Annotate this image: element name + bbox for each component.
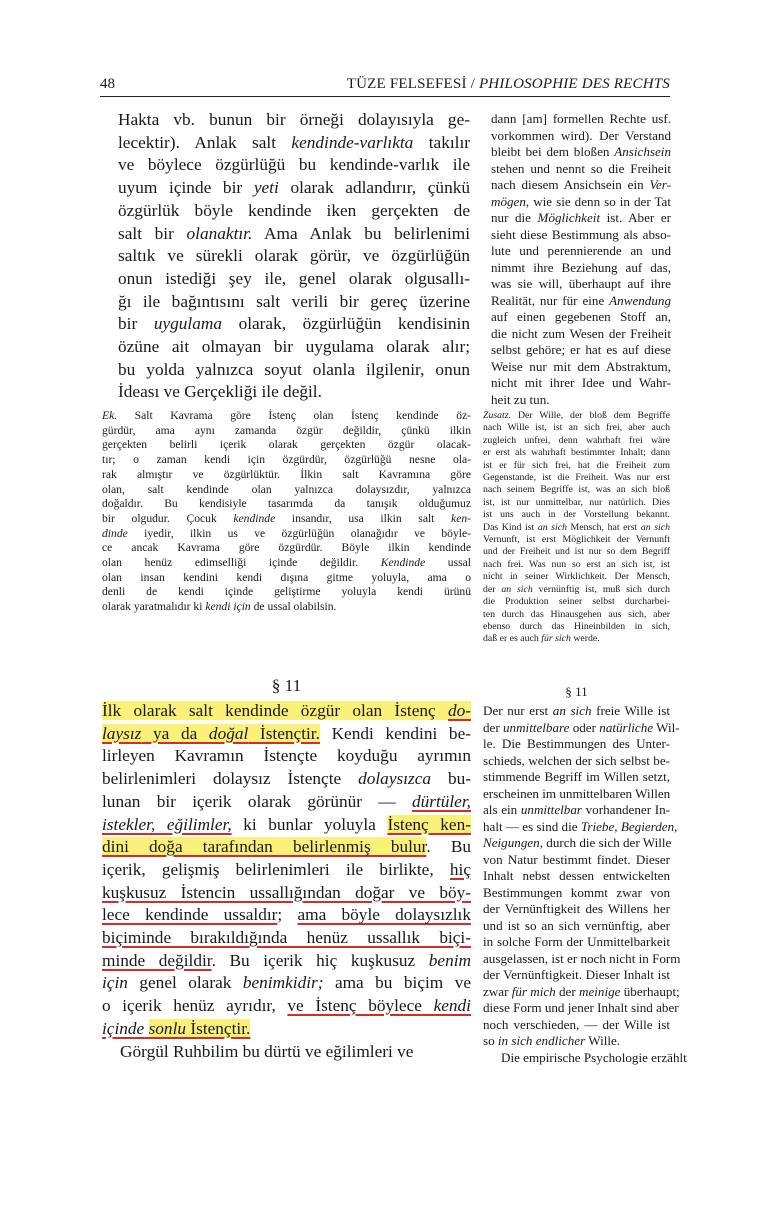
text-line <box>102 859 471 882</box>
text-run: tır; o zaman kendi için özgürdür, özgürlüğü nesne ola- <box>102 453 471 467</box>
underlined-text: ama böyle dolaysızlık <box>297 905 471 925</box>
text-run: der <box>483 583 502 595</box>
text-run: le. Die Bestimmungen des Unter- <box>483 736 670 751</box>
text-line <box>118 200 470 223</box>
german-paragraph-1 <box>491 111 671 408</box>
text-run: überhaupt; <box>620 983 680 999</box>
text-line <box>483 633 670 645</box>
section-heading-german: § 11 <box>565 684 588 699</box>
text-run: halt — es sind die <box>483 818 581 834</box>
text-line <box>483 901 670 918</box>
text-run: nach seinem Begriffe ist, was an sich bloß <box>483 484 670 496</box>
text-run: Ansichsein <box>614 144 671 159</box>
text-line <box>483 609 670 621</box>
text-line <box>483 621 670 633</box>
text-run: der Vernünftigkeit des Willens her <box>483 901 670 916</box>
text-run: uyum içinde bir <box>118 178 254 198</box>
text-run: die Produktion seiner selbst durcharbei- <box>483 596 670 608</box>
text-line <box>102 768 471 791</box>
text-line <box>102 541 471 556</box>
text-line <box>102 1041 471 1064</box>
text-run: takılır <box>413 132 471 152</box>
text-run: yeti <box>253 178 279 198</box>
text-line <box>102 882 471 905</box>
text-line <box>102 556 471 571</box>
text-line <box>102 497 471 512</box>
text-line <box>102 527 471 542</box>
title-turkish: TÜZE FELSEFESİ <box>346 76 467 92</box>
text-run: als ein <box>483 802 521 817</box>
highlighted-text: doğal <box>208 723 249 743</box>
highlighted-text: İstenç ken- <box>387 814 471 834</box>
text-run: werde. <box>570 633 600 645</box>
text-run: ken- <box>451 511 471 525</box>
text-run: lute und perennierende an und <box>491 243 671 258</box>
text-line <box>102 453 471 468</box>
text-run: benimkidir; <box>242 973 324 993</box>
text-run: saltık ve sürekli olarak görür, ve özgürlüğün <box>118 246 470 266</box>
text-run: . Bu içerik hiç kuşkusuz <box>211 950 429 970</box>
text-line <box>118 109 470 132</box>
text-line <box>483 1000 679 1017</box>
text-run: kendi için <box>205 600 251 614</box>
text-line <box>491 227 671 244</box>
text-line <box>118 245 470 268</box>
text-run: ten durch das Hinausgehen aus sich, aber <box>483 608 670 620</box>
text-line <box>102 585 471 600</box>
text-run: für sich <box>541 633 571 645</box>
text-run: Salt Kavrama göre İstenç olan İstenç kendinde öz- <box>117 409 471 422</box>
text-run: schieds, welchen der sich selbst be- <box>483 752 670 768</box>
text-line <box>102 409 471 424</box>
text-run: bleibt bei dem bloßen <box>491 144 615 159</box>
text-line <box>491 260 671 277</box>
text-run: vorkommen wird). Der Verstand <box>491 127 671 143</box>
text-line <box>491 161 671 178</box>
text-run: oder <box>569 719 600 735</box>
text-line <box>483 1049 687 1067</box>
text-line <box>491 309 671 326</box>
text-run: nach frei. Was nun so erst an sich ist, ist <box>483 558 670 570</box>
text-line <box>483 934 670 951</box>
text-run: ğı ile bağıntısını salt verili bir gereç üzerine <box>118 291 470 311</box>
text-run: Inhalt nebst dessen entwickelten <box>483 868 670 883</box>
text-run: olarak, özgürlüğün kendisinin <box>221 314 470 334</box>
text-run: vorhandener In- <box>581 802 670 817</box>
underlined-text: istekler, eğilimler, <box>102 814 232 834</box>
text-line <box>118 223 470 246</box>
text-line <box>118 313 470 336</box>
text-run: İdeası ve Gerçekliği ile değil. <box>118 382 322 402</box>
text-run: denli de kendi içinde geliştirme yoluyla kendi ürünü <box>102 585 471 599</box>
text-line <box>483 509 670 521</box>
text-line <box>102 512 471 527</box>
text-run: bu- <box>431 769 472 789</box>
text-line <box>491 392 671 409</box>
text-line <box>102 972 471 995</box>
text-run: so <box>483 1033 498 1048</box>
text-run: . Bu <box>426 837 472 857</box>
text-run: wie sie denn so in der Tat <box>529 193 671 209</box>
text-run: nach Wille ist, ist an sich frei, aber auch <box>483 422 670 434</box>
underlined-text: hiç <box>449 859 471 879</box>
text-run: ve böylece özgürlüğü bu kendinde-varlık ile <box>118 155 470 175</box>
text-run: nimmt ihre Beziehung auf das, <box>491 259 671 275</box>
text-line <box>491 359 671 376</box>
text-line <box>118 132 470 155</box>
text-line <box>483 584 670 596</box>
text-line <box>483 571 670 583</box>
text-line <box>102 791 471 814</box>
underlined-text: kendi <box>433 996 471 1016</box>
text-run: und der Freiheit und ist nur so dem Begriff <box>483 546 670 558</box>
text-line <box>483 736 670 753</box>
text-line <box>102 1018 471 1041</box>
text-line <box>102 438 471 453</box>
text-line <box>102 995 471 1018</box>
text-run: ausgelassen, ist er noch nicht in Form <box>483 950 681 966</box>
text-run: doğaldır. Bu kendisiyle tasarımda da tanışık olduğumuz <box>102 497 471 511</box>
text-line <box>491 194 671 211</box>
text-run: der Vernünftigkeit. Dieser Inhalt ist <box>483 967 670 982</box>
text-line <box>483 818 678 836</box>
text-line <box>483 967 670 984</box>
text-line <box>102 814 471 837</box>
text-run: heit zu tun. <box>491 391 550 407</box>
text-run: Vernunft, ist erst Möglichkeit der Vernunft <box>483 534 670 546</box>
text-run: içerik, gelişmiş belirlenimleri ile birlikte, <box>102 859 450 879</box>
text-line <box>483 719 680 737</box>
running-title <box>347 76 670 93</box>
text-run: an sich <box>501 583 533 595</box>
turkish-paragraph-1 <box>118 109 470 404</box>
text-run: durch die sich der Wille <box>543 835 672 850</box>
underlined-text: dürtüler, <box>411 791 471 811</box>
text-line <box>118 268 470 291</box>
text-run: lirleyen Kavramın İstençte koyduğu ayrımın <box>102 746 471 766</box>
text-run: Bestimmungen kommt zwar von <box>483 884 670 900</box>
text-run: olarak yaratmalıdır ki <box>102 600 206 614</box>
text-line <box>102 468 471 483</box>
text-run: die nicht zum Wesen der Freiheit <box>491 325 671 341</box>
text-run: ist, ist nur unmittelbar, nur natürlich. Dies <box>483 496 670 508</box>
underlined-text: biçiminde bırakıldığında henüz ussallık biçi- <box>102 928 471 948</box>
page-number: 48 <box>100 76 115 92</box>
text-run: salt bir <box>118 223 187 243</box>
text-line <box>118 336 470 359</box>
text-line <box>483 435 670 447</box>
text-run: Das Kind ist <box>483 521 538 533</box>
text-run: ussal <box>425 556 471 570</box>
underlined-text: ve İstenç böylece <box>287 996 434 1016</box>
text-line <box>483 753 670 770</box>
text-line <box>102 600 471 615</box>
text-line <box>491 210 671 227</box>
text-line <box>483 983 680 1001</box>
text-run: dolaysızca <box>358 769 432 789</box>
text-run: von Natur bestimmt findet. Dieser <box>483 851 670 867</box>
text-line <box>483 703 670 720</box>
text-line <box>483 1033 670 1050</box>
text-line <box>483 422 670 434</box>
text-line <box>491 375 671 392</box>
text-line <box>118 177 470 200</box>
text-run: Neigungen, <box>483 835 544 850</box>
text-run: in sich endlicher <box>497 1033 586 1048</box>
text-line <box>491 177 671 194</box>
german-section-11-text <box>483 703 687 1066</box>
text-run: genel olarak <box>127 973 243 993</box>
text-run: ist uns auch in der Vorstellung bekannt. <box>483 509 670 521</box>
text-run: olanaktır. <box>186 223 253 243</box>
text-line <box>483 950 681 968</box>
text-run: lecektir). Anlak salt <box>118 132 292 152</box>
text-line <box>118 359 470 382</box>
text-run: Realität, nur für eine <box>491 292 610 308</box>
text-run: için <box>102 973 128 993</box>
text-run: Wil- <box>653 719 680 735</box>
text-run: de ussal olabilsin. <box>250 600 337 614</box>
text-line <box>483 497 670 509</box>
text-run: noch verschieden, — der Wille ist <box>483 1016 670 1032</box>
text-run: ; <box>277 905 298 925</box>
text-line <box>483 460 670 472</box>
text-run: nach diesem Ansichsein ein <box>491 177 650 192</box>
text-line <box>491 293 671 310</box>
text-run: Der Wille, der bloß dem Begriffe <box>511 410 670 421</box>
text-run: onun istediği şey ile, genel olarak olgusallı- <box>118 268 470 288</box>
text-run: uygulama <box>153 314 222 334</box>
text-line <box>483 852 670 869</box>
text-run: insandır, usa ilkin salt <box>275 511 452 525</box>
text-line <box>102 927 471 950</box>
text-run: Ek. <box>102 409 118 422</box>
text-line <box>483 885 670 902</box>
text-run: meinige <box>579 983 621 999</box>
german-addition-note <box>483 410 670 646</box>
turkish-addition-note <box>102 409 471 615</box>
text-run: auf einen gegebenen Stoff an, <box>491 309 671 324</box>
text-run: iyedir, ilkin us ve özgürlüğün olanağıdır ve böyle- <box>127 526 471 540</box>
text-run: unmittelbare <box>503 719 570 735</box>
text-line <box>102 904 471 927</box>
text-run: Hakta vb. bunun bir örneği dolayısıyla ge- <box>118 110 470 129</box>
text-line <box>483 868 670 885</box>
text-run: bu yolda yalnızca soyut olanla ilgilenir, onun <box>118 359 470 379</box>
text-line <box>483 596 670 608</box>
text-run: Görgül Ruhbilim bu dürtü ve eğilimleri ve <box>120 1041 414 1061</box>
text-run: an sich <box>552 703 592 718</box>
text-line <box>491 128 671 145</box>
text-line <box>491 243 671 260</box>
text-line <box>483 786 670 803</box>
text-run: natürliche <box>599 719 654 735</box>
text-run: ama bu biçim ve <box>323 973 472 993</box>
text-run: ist er für sich frei, hat die Freiheit zum <box>483 459 670 471</box>
text-run: dann [am] formellen Rechte usf. <box>491 111 671 126</box>
text-line <box>491 342 671 359</box>
text-run: özgürlük böyle kendinde iken gerçekten de <box>118 200 470 220</box>
text-line <box>491 326 671 343</box>
text-line <box>118 154 470 177</box>
text-line <box>102 745 471 768</box>
text-line <box>483 546 670 558</box>
text-run: özüne ait olmayan bir uygulama olarak alır; <box>118 337 470 357</box>
text-line <box>118 381 470 404</box>
text-run: Der nur erst <box>483 703 553 718</box>
text-line <box>491 144 671 161</box>
highlighted-text: do- <box>447 701 471 720</box>
text-run: olan, salt kendinde olan yalnızca dolaysızdır, yalnızca <box>102 482 471 496</box>
text-line <box>483 522 670 534</box>
text-run: zugleich unfrei, denn wahrhaft frei wäre <box>483 434 670 446</box>
text-run: gerçekten belirli içerik olarak gerçekten özgür olacak- <box>102 438 471 452</box>
text-run: vernünftig ist, muß sich durch <box>532 583 670 595</box>
text-run: selbst gehöre; er hat es auf diese <box>491 342 671 357</box>
highlighted-text: İlk olarak salt kendinde özgür olan İstenç <box>102 701 448 720</box>
text-line <box>483 447 670 459</box>
text-run: und ist so an sich vernünftig, aber <box>483 917 670 933</box>
text-run: kendinde-varlıkta <box>291 132 414 152</box>
text-run: was sie will, überhaupt auf ihre <box>491 276 671 291</box>
text-run: an sich <box>640 521 670 533</box>
text-run: der <box>555 983 580 999</box>
text-run: Die empirische Psychologie erzählt <box>501 1049 687 1065</box>
text-run: bir <box>118 314 154 334</box>
text-line <box>483 918 670 935</box>
highlighted-text: ya da <box>141 723 209 743</box>
text-run: er erst als wahrhaft bestimmter Inhalt; dann <box>483 447 670 459</box>
text-run: sieht diese Bestimmung als abso- <box>491 226 671 242</box>
text-run: freie Wille ist <box>591 703 670 718</box>
text-line <box>483 472 670 484</box>
text-line <box>102 836 471 859</box>
text-run: bir olgudur. Çocuk <box>102 511 234 525</box>
text-run: lunan bir içerik olarak görünür — <box>102 791 412 811</box>
text-run: Kendinde <box>380 556 426 570</box>
text-run: Ver- <box>649 177 671 192</box>
underlined-text: kuşkusuz İstencin ussallığından doğar ve böy- <box>102 882 471 902</box>
underlined-text: lece kendinde ussaldır <box>102 905 278 925</box>
text-run: stimmende Begriff im Willen setzt, <box>483 769 670 784</box>
text-line <box>102 571 471 586</box>
text-line <box>483 559 670 571</box>
text-run: für mich <box>511 983 556 999</box>
text-run: Weise nur mit dem Abstraktum, <box>491 358 671 374</box>
text-run: olarak adlandırır, çünkü <box>278 178 470 198</box>
text-run: benim <box>428 950 471 970</box>
running-header <box>100 76 670 97</box>
text-run: stehen und nennt so die Freiheit <box>491 160 671 176</box>
underlined-text: minde değildir <box>102 950 212 970</box>
text-run: kendinde <box>233 511 276 525</box>
text-run: Anwendung <box>609 292 671 308</box>
section-heading-turkish: § 11 <box>271 676 302 695</box>
text-run: olan henüz edimselliği içinde değildir. <box>102 556 381 570</box>
text-run: dinde <box>102 526 128 540</box>
text-line <box>491 111 671 128</box>
text-line <box>102 723 471 746</box>
text-run: ist. Aber er <box>600 210 671 225</box>
text-run: Gegenstande, ist die Freiheit. Was nur erst <box>483 472 670 484</box>
text-run: rak almıştır ve özgürlüktür. İlkin salt Kavramına göre <box>102 467 471 481</box>
text-line <box>102 700 471 723</box>
highlighted-text: dini doğa tarafından belirlenmiş bulur <box>102 837 427 857</box>
text-run: Möglichkeit <box>537 210 601 225</box>
text-run: an sich <box>537 521 567 533</box>
text-run: erscheinen im unmittelbaren Willen <box>483 785 671 801</box>
title-german: PHILOSOPHIE DES RECHTS <box>478 76 670 92</box>
text-run: zwar <box>483 983 512 999</box>
text-line <box>491 276 671 293</box>
underlined-text: içinde <box>102 1018 145 1038</box>
text-run: Mensch, hat erst <box>566 521 641 533</box>
text-line <box>483 802 670 819</box>
title-separator: / <box>466 76 479 92</box>
text-run: Zusatz. <box>483 410 512 421</box>
text-run: Triebe, Begierden, <box>580 818 678 834</box>
highlighted-text: İstençtir. <box>248 723 320 743</box>
highlighted-text: İstençtir. <box>186 1018 251 1038</box>
text-line <box>483 1017 670 1034</box>
text-run: der <box>483 719 503 735</box>
turkish-section-11-text <box>102 700 471 1063</box>
text-line <box>102 424 471 439</box>
text-line <box>483 484 670 496</box>
text-line <box>102 950 471 973</box>
text-run: o içerik henüz ayrıdır, <box>102 996 288 1016</box>
text-line <box>102 483 471 498</box>
highlighted-text: sonlu <box>148 1018 187 1038</box>
text-run: nicht mit ihrer Idee und Wahr- <box>491 375 671 390</box>
text-run: ce ancak Kavrama göre özgürdür. Böyle ilkin kendinde <box>102 541 471 555</box>
text-run: olan insan kendini kendi dışına gitme yoluyla, ama o <box>102 570 471 584</box>
text-run: ebenso durch das Hineinbilden in sich, <box>483 620 670 632</box>
text-run: nicht in seiner Wirklichkeit. Der Mensch, <box>483 571 670 583</box>
text-run: gürdür, ama aynı zamanda özgür değildir, çünkü ilkin <box>102 423 471 437</box>
text-run: Wille. <box>585 1033 621 1048</box>
text-line <box>118 291 470 314</box>
text-run: daß er es auch <box>483 633 542 645</box>
text-run: ki bunlar yoluyla <box>231 814 388 834</box>
text-run: belirlenimleri dolaysız İstençte <box>102 769 359 789</box>
text-line <box>483 769 670 786</box>
text-run: in solche Form der Unmittelbarkeit <box>483 934 670 949</box>
text-run: nur die <box>491 210 538 225</box>
text-line <box>483 410 670 422</box>
text-run: unmittelbar <box>520 802 582 817</box>
text-run: diese Form und jener Inhalt sind aber <box>483 1000 679 1015</box>
text-line <box>483 835 670 852</box>
text-run: mögen, <box>491 193 530 209</box>
text-run: Kendi kendini be- <box>319 723 471 743</box>
underlined-text <box>144 1019 148 1038</box>
text-run: Ama Anlak bu belirlenimi <box>252 223 470 243</box>
highlighted-text: laysız <box>102 723 142 743</box>
text-line <box>483 534 670 546</box>
